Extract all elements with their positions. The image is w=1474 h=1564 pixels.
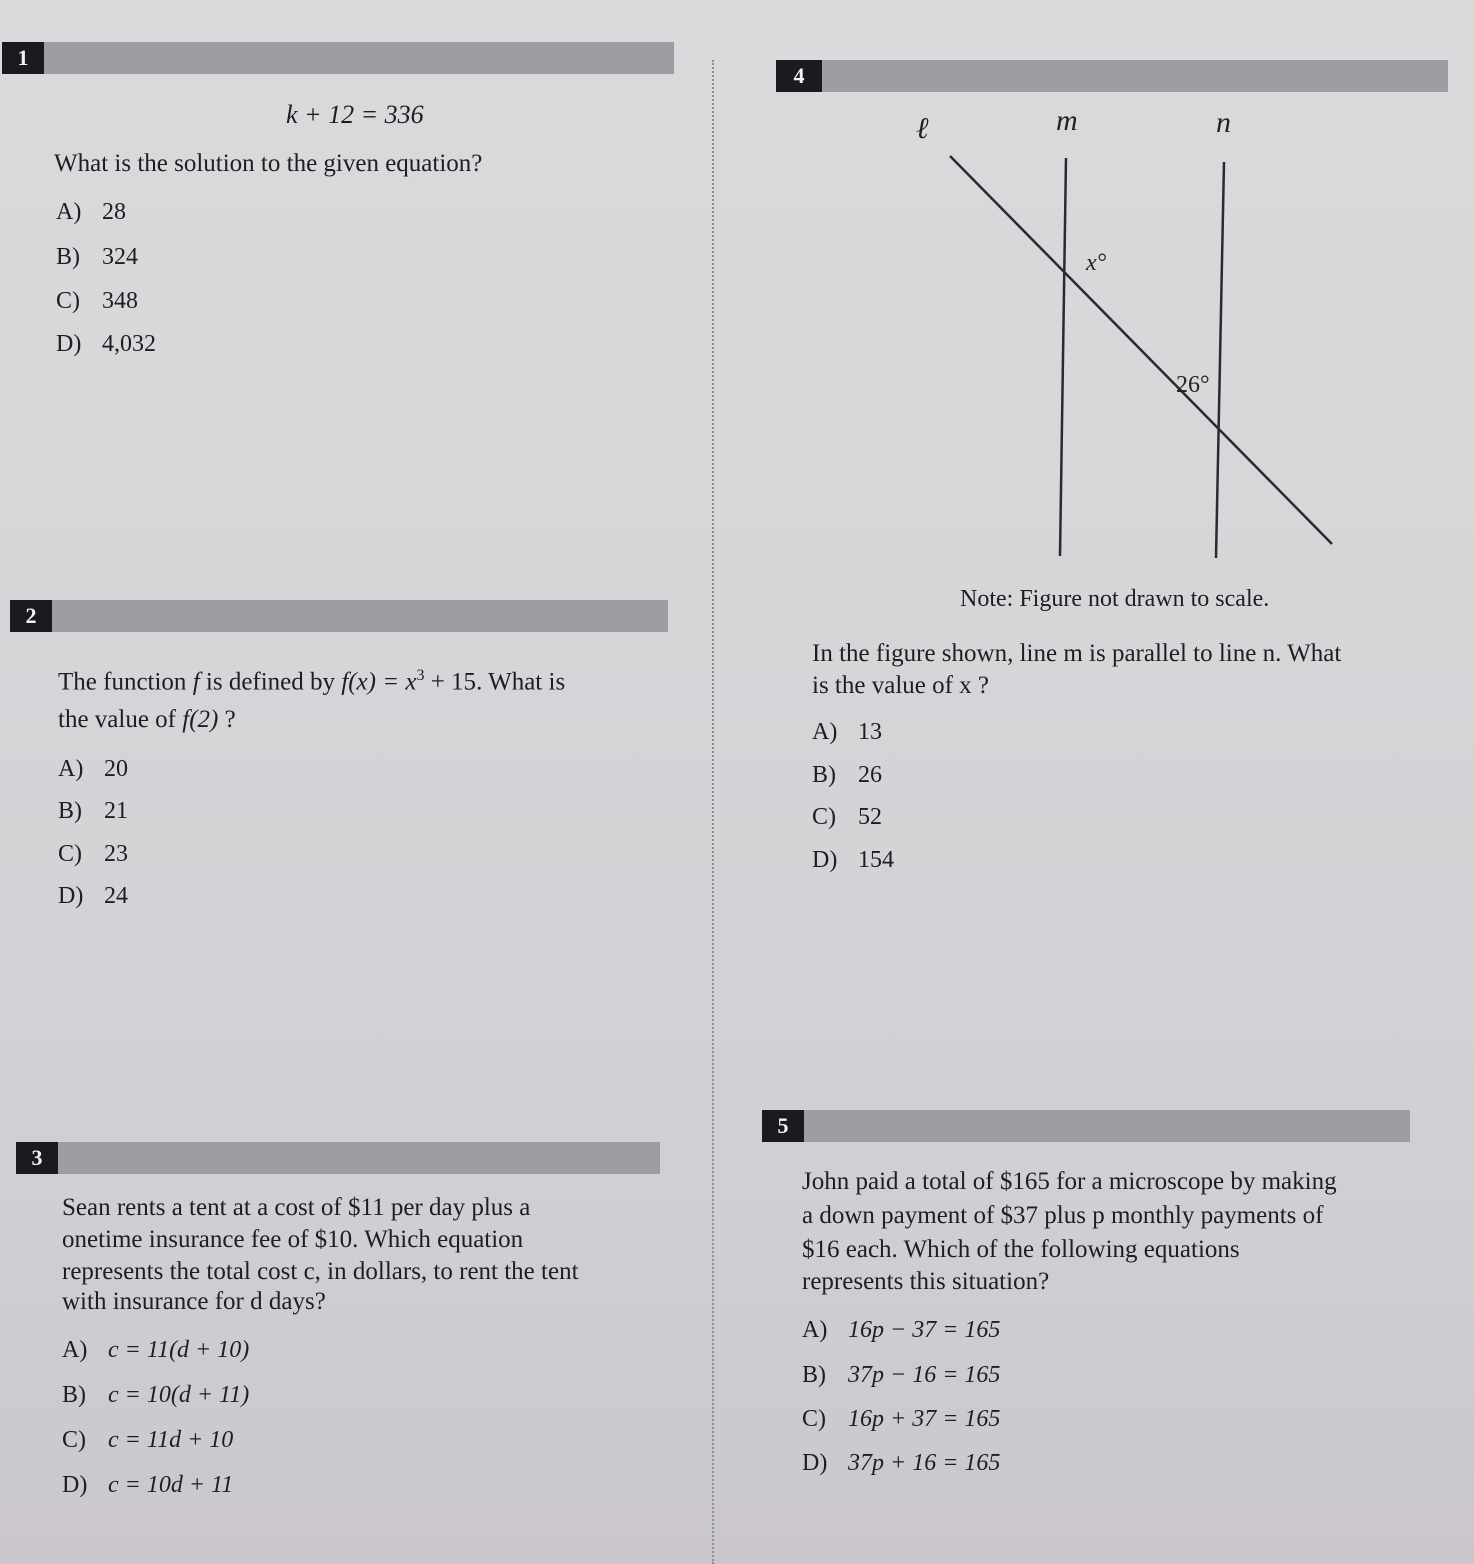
question-3-prompt-line-1: Sean rents a tent at a cost of $11 per day plus a xyxy=(62,1194,531,1221)
question-1-number: 1 xyxy=(2,42,44,74)
question-3-header-bar xyxy=(58,1142,660,1174)
question-5-prompt-line-1: John paid a total of $165 for a microscope by making xyxy=(802,1168,1337,1195)
question-3-option-d[interactable]: D) c = 10d + 11 xyxy=(62,1472,234,1498)
question-1-option-a[interactable]: A) 28 xyxy=(56,199,126,225)
parallel-lines-figure xyxy=(850,100,1350,570)
angle-26-label: 26° xyxy=(1176,372,1210,398)
question-4-prompt-line-2: is the value of x ? xyxy=(812,672,990,699)
question-2-option-c[interactable]: C) 23 xyxy=(58,841,128,867)
question-2-option-d[interactable]: D) 24 xyxy=(58,883,128,909)
question-5-option-a[interactable]: A) 16p − 37 = 165 xyxy=(802,1317,1001,1343)
question-1-header xyxy=(2,42,674,74)
question-1-option-c[interactable]: C) 348 xyxy=(56,288,138,314)
question-1-option-b[interactable]: B) 324 xyxy=(56,244,138,270)
question-3-option-b[interactable]: B) c = 10(d + 11) xyxy=(62,1382,250,1408)
question-5-header xyxy=(762,1110,1410,1142)
question-3-option-c[interactable]: C) c = 11d + 10 xyxy=(62,1427,234,1453)
question-4-header-bar xyxy=(822,60,1448,92)
question-5-option-d[interactable]: D) 37p + 16 = 165 xyxy=(802,1450,1001,1476)
question-5-prompt-line-4: represents this situation? xyxy=(802,1268,1050,1295)
question-5-prompt-line-3: $16 each. Which of the following equations xyxy=(802,1236,1240,1263)
question-1-option-d[interactable]: D) 4,032 xyxy=(56,331,156,357)
question-3-prompt-line-3: represents the total cost c, in dollars, to rent the tent xyxy=(62,1258,579,1285)
question-1-prompt: What is the solution to the given equation? xyxy=(54,150,483,177)
line-n xyxy=(1216,162,1224,558)
question-2-number: 2 xyxy=(10,600,52,632)
label-line-l: ℓ xyxy=(916,112,929,145)
question-2-header-bar xyxy=(52,600,668,632)
question-3-prompt-line-4: with insurance for d days? xyxy=(62,1288,326,1315)
figure-note: Note: Figure not drawn to scale. xyxy=(960,586,1270,612)
angle-x-label: x° xyxy=(1086,250,1107,276)
question-2-option-a[interactable]: A) 20 xyxy=(58,756,128,782)
question-5-prompt-line-2: a down payment of $37 plus p monthly payments of xyxy=(802,1202,1324,1229)
question-4-option-a[interactable]: A) 13 xyxy=(812,719,882,745)
question-1-header-bar xyxy=(44,42,674,74)
question-5-option-c[interactable]: C) 16p + 37 = 165 xyxy=(802,1406,1001,1432)
question-5-header-bar xyxy=(804,1110,1410,1142)
question-2-header xyxy=(10,600,668,632)
question-4-option-d[interactable]: D) 154 xyxy=(812,847,894,873)
label-line-n: n xyxy=(1216,106,1231,139)
question-4-number: 4 xyxy=(776,60,822,92)
question-4-option-b[interactable]: B) 26 xyxy=(812,762,882,788)
question-4-header xyxy=(776,60,1448,92)
question-2-prompt-line-1: The function f is defined by $f(x) = x^3 + 15$. What is xyxy=(58,667,566,696)
question-3-header xyxy=(16,1142,660,1174)
question-4-prompt-line-1: In the figure shown, line m is parallel to line n. What xyxy=(812,640,1342,667)
label-line-m: m xyxy=(1056,104,1078,137)
transversal-line-l xyxy=(950,156,1332,544)
question-3-number: 3 xyxy=(16,1142,58,1174)
question-2-option-b[interactable]: B) 21 xyxy=(58,798,128,824)
question-3-prompt-line-2: onetime insurance fee of $10. Which equation xyxy=(62,1226,524,1253)
question-5-option-b[interactable]: B) 37p − 16 = 165 xyxy=(802,1362,1001,1388)
question-4-option-c[interactable]: C) 52 xyxy=(812,804,882,830)
question-2-prompt-line-2: the value of f(2) ? xyxy=(58,706,236,733)
question-5-number: 5 xyxy=(762,1110,804,1142)
column-divider xyxy=(712,60,714,1564)
question-1-equation: k + 12 = 336 xyxy=(286,100,424,129)
line-m xyxy=(1060,158,1066,556)
question-3-option-a[interactable]: A) c = 11(d + 10) xyxy=(62,1337,250,1363)
